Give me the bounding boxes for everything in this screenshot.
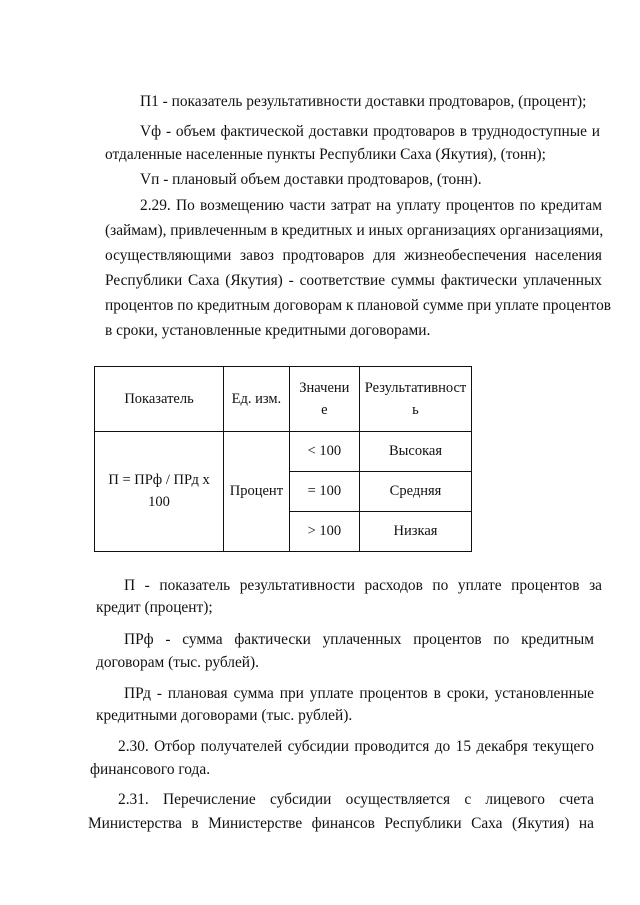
text-p4-line4: Республики Саха (Якутия) - соответствие суммы фактически уплаченных (105, 272, 602, 289)
header-result-line1: Результативност (364, 379, 467, 396)
header-result-line2: ь (412, 401, 419, 418)
text-p2-line2: отдаленные населенные пункты Республики Саха (Якутия), (тонн); (105, 146, 546, 163)
text-p6-line1: ПРф - сумма фактически уплаченных процентов по кредитным (124, 631, 594, 648)
header-result (359, 367, 471, 432)
value-cell: > 100 (289, 511, 359, 551)
header-value-line1: Значени (299, 379, 350, 396)
indicator-table (94, 366, 472, 552)
formula-cell (95, 431, 224, 551)
text-p6-line2: договорам (тыс. рублей). (96, 654, 259, 671)
text-p1: П1 - показатель результативности доставки продтоваров, (процент); (140, 93, 587, 110)
text-p8-line2: финансового года. (90, 761, 211, 778)
unit-cell: Процент (224, 431, 290, 551)
formula-line1: П = ПРф / ПРд х (108, 472, 210, 489)
formula-line2: 100 (148, 494, 170, 511)
text-p5-line2: кредит (процент); (96, 599, 213, 616)
text-p4-line2: (займам), привлеченным в кредитных и иных организациях организациями, (105, 222, 604, 239)
header-value-line2: е (321, 401, 328, 418)
text-p4-line5: процентов по кредитным договорам к плановой сумме при уплате процентов (105, 297, 612, 314)
header-indicator: Показатель (95, 367, 224, 432)
text-p5-line1: П - показатель результативности расходов по уплате процентов за (124, 577, 602, 594)
text-p7-line1: ПРд - плановая сумма при уплате процентов в сроки, установленные (124, 685, 594, 702)
text-p4-line1: 2.29. По возмещению части затрат на уплату процентов по кредитам (140, 197, 602, 214)
text-p7-line2: кредитными договорами (тыс. рублей). (96, 707, 353, 724)
result-cell: Средняя (359, 471, 471, 511)
text-p4-line6: в сроки, установленные кредитными договорами. (105, 322, 431, 339)
result-cell: Высокая (359, 431, 471, 471)
text-p3: Vп - плановый объем доставки продтоваров, (тонн). (140, 171, 482, 188)
result-cell: Низкая (359, 511, 471, 551)
header-unit: Ед. изм. (224, 367, 290, 432)
text-p4-line3: осуществляющими завоз продтоваров для жизнеобеспечения населения (105, 247, 602, 264)
text-p9-line1: 2.31. Перечисление субсидии осуществляется с лицевого счета (118, 791, 594, 808)
header-value (289, 367, 359, 432)
text-p2-line1: Vф - объем фактической доставки продтоваров в труднодоступные и (140, 123, 600, 140)
text-p8-line1: 2.30. Отбор получателей субсидии проводится до 15 декабря текущего (118, 738, 594, 755)
value-cell: < 100 (289, 431, 359, 471)
value-cell: = 100 (289, 471, 359, 511)
text-p9-line2: Министерства в Министерстве финансов Республики Саха (Якутия) на (88, 815, 594, 832)
